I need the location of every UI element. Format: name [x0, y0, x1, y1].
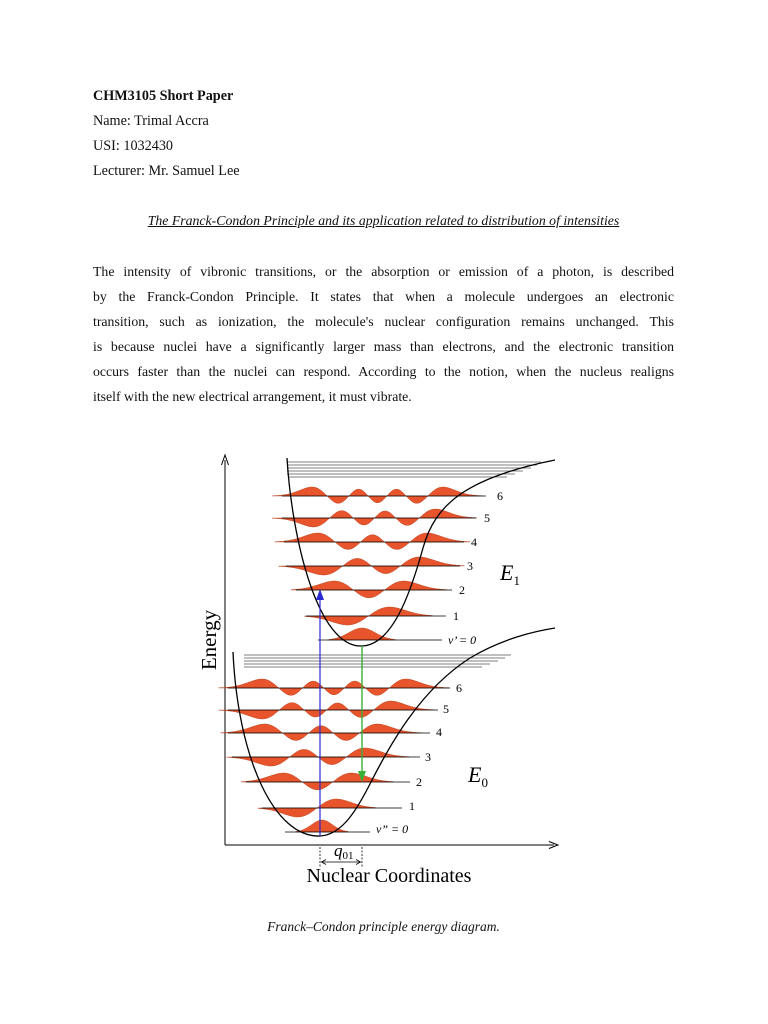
upper-level-4-wavefunction: [275, 533, 470, 550]
lower-state-symbol: E: [468, 762, 482, 787]
lower-level-label: v” = 0: [376, 822, 409, 836]
paragraph-line: itself with the new electrical arrangement, it must vibrate.: [93, 389, 412, 404]
student-id: USI: 1032430: [93, 138, 174, 154]
upper-level-label: v’ = 0: [448, 633, 477, 647]
lower-state-label: [467, 762, 488, 790]
lower-level-label: 3: [425, 750, 431, 764]
lower-level-label: 4: [436, 725, 442, 739]
upper-state-label: [499, 560, 520, 588]
upper-level-label: 2: [459, 583, 465, 597]
upper-level-label: 4: [471, 535, 477, 549]
y-axis-label: Energy: [197, 609, 221, 671]
lower-level-label: 5: [443, 702, 449, 716]
displacement-label: [334, 841, 354, 862]
lower-level-label: 1: [409, 799, 415, 813]
author-name: Name: Trimal Accra: [93, 113, 209, 129]
upper-state-symbol: E: [500, 560, 514, 585]
displacement-symbol: q: [334, 841, 343, 860]
course-title: CHM3105 Short Paper: [93, 88, 234, 104]
franck-condon-diagram: [0, 440, 768, 900]
lower-level-6-wavefunction: [219, 679, 450, 695]
upper-level-label: 6: [497, 489, 503, 503]
lecturer-name: Lecturer: Mr. Samuel Lee: [93, 163, 240, 179]
body-paragraph: [93, 259, 674, 409]
paragraph-line: The intensity of vibronic transitions, or the absorption or emission of a photon, is described: [93, 264, 674, 279]
x-axis-label: Nuclear Coordinates: [306, 865, 472, 887]
lower-level-0-wavefunction: [296, 820, 348, 832]
lower-level-label: 6: [456, 681, 462, 695]
upper-level-label: 3: [467, 559, 473, 573]
paragraph-line: by the Franck-Condon Principle. It states that when a molecule undergoes an electronic: [93, 289, 674, 304]
upper-continuum-lines: [287, 462, 541, 477]
paragraph-line: occurs faster than the nuclei can respond. According to the notion, when the nucleus realigns: [93, 364, 674, 379]
lower-level-label: 2: [416, 775, 422, 789]
paper-header: [93, 84, 240, 184]
absorption-arrow-head: [316, 589, 324, 600]
paper-title: The Franck-Condon Principle and its application related to distribution of intensities: [147, 213, 620, 228]
lower-level-4-wavefunction: [221, 724, 422, 741]
lower-state-subscript: 0: [481, 775, 488, 790]
paragraph-line: is because nuclei have a significantly larger mass than electrons, and the electronic transition: [93, 339, 674, 354]
upper-level-label: 5: [484, 511, 490, 525]
upper-state-subscript: 1: [513, 573, 520, 588]
upper-level-label: 1: [453, 609, 459, 623]
displacement-subscript: 01: [342, 850, 354, 862]
figure-caption: Franck–Condon principle energy diagram.: [267, 919, 500, 934]
paragraph-line: transition, such as ionization, the molecule's nuclear configuration remains unchanged. This: [93, 314, 674, 329]
upper-level-labels: [448, 489, 503, 647]
